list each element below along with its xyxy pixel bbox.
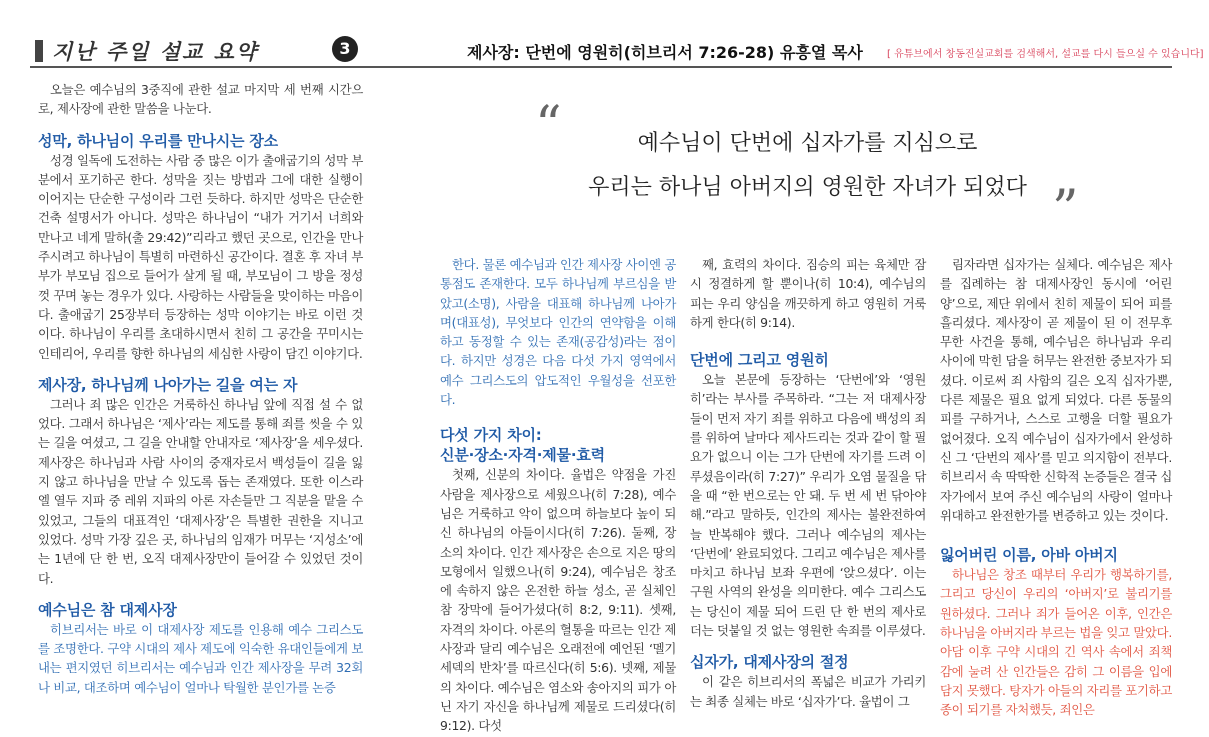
section-marker: [35, 40, 43, 62]
heading-abba-father: 잃어버린 이름, 아바 아버지: [940, 546, 1118, 565]
pull-quote-line-2: 우리는 하나님 아버지의 영원한 자녀가 되었다: [588, 175, 1027, 200]
paragraph-cross-reality: 림자라면 십자가는 실체다. 예수님은 제사를 집례하는 참 대제사장인 동시에 ‘어린양’으로, 제단 위에서 친히 제물이 되어 피를 흘리셨다. 제사장이 곧 제물이 된 이 전무후무한 사건을 통해, 예수님은 하나님과 우리 사이에 막힌 담을 허무는 완전한 중보자가 되셨다. 이로써 죄 사함의 길은 오직 십자가뿐, 다른 제물은 필요 없게 되었다. 다른 동물의 피를 구하거나, 스스로 고행을 더할 필요가 없어졌다. 오직 예수님이 십자가에서 완성하신 그 ‘단번의 제사’를 믿고 의지함이 전부다. 히브리서 속 딱딱한 신학적 논증들은 결국 십자가에서 보여 주신 예수님의 사랑이 얼마나 위대하고 완전한가를 변증하고 있는 것이다.: [940, 257, 1172, 523]
open-quote-mark: “: [535, 96, 562, 156]
pull-quote-line-1: 예수님이 단번에 십자가를 지심으로: [637, 131, 978, 156]
paragraph-common-points: 한다. 물론 예수님과 인간 제사장 사이엔 공통점도 존재한다. 모두 하나님께 부르심을 받았고(소명), 사람을 대표해 하나님께 나아가며(대표성), 무엇보다 인간의 연약함을 이해하고 동정할 수 있는 존재(공감성)라는 점이다. 하지만 성경은 다음 다섯 가지 영역에서 예수 그리스도의 압도적인 우월성을 선포한다.: [440, 257, 676, 408]
page-number-badge: 3: [332, 36, 358, 62]
paragraph-cross: 이 같은 히브리서의 폭넓은 비교가 가리키는 최종 실체는 바로 ‘십자가’다. 율법이 그: [690, 674, 926, 709]
column-1: [38, 80, 363, 697]
youtube-note: [ 유튜브에서 창동진실교회를 검색해서, 설교를 다시 들으실 수 있습니다]: [887, 49, 1204, 60]
paragraph-five-differences: 첫째, 신분의 차이다. 율법은 약점을 가진 사람을 제사장으로 세웠으나(히 7:28), 예수님은 거룩하고 악이 없으며 하늘보다 높이 되신 하나님의 아들이시다(히 7:26). 둘째, 장소의 차이다. 인간 제사장은 손으로 지은 땅의 모형에서 일했으나(히 9:24), 예수님은 창조에 속하지 않은 온전한 하늘 성소, 곧 실체인 참 장막에 들어가셨다(히 8:2, 9:11). 셋째, 자격의 차이다. 아론의 혈통을 따르는 인간 제사장과 달리 예수님은 오래전에 예언된 ‘멜기세덱의 반차’를 따르신다(히 5:6). 넷째, 제물의 차이다. 예수님은 염소와 송아지의 피가 아닌 자기 자신을 하나님께 제물로 드리셨다(히 9:12). 다섯: [440, 467, 676, 734]
close-quote-mark: ”: [1052, 180, 1079, 240]
paragraph-abba-father: 하나님은 창조 때부터 우리가 행복하기를, 그리고 당신이 우리의 ‘아버지’로 불리기를 원하셨다. 그러나 죄가 들어온 이후, 인간은 하나님을 아버지라 부르는 법을 잊고 말았다. 아담 이후 구약 시대의 긴 역사 속에서 죄책감에 눌려 산 인간들은 감히 그 이름을 입에 담지 못했다. 탕자가 아들의 자리를 포기하고 종이 되기를 자처했듯, 죄인은: [940, 567, 1172, 718]
paragraph-once-forever: 오늘 본문에 등장하는 ‘단번에’와 ‘영원히’라는 부사를 주목하라. “그는 저 대제사장들이 먼저 자기 죄를 위하고 다음에 백성의 죄를 위하여 날마다 제사드리는 것과 같이 할 필요가 없으니 이는 그가 단번에 자기를 드려 이루셨음이라(히 7:27)” 우리가 오염 물질을 닦을 때 “한 번으로는 안 돼. 두 번 세 번 닦아야 해.”라고 말하듯, 인간의 제사는 불완전하여 늘 반복해야 했다. 그러나 예수님의 제사는 ‘단번에’ 완료되었다. 그리고 예수님은 제사를 마치고 하나님 보좌 우편에 ‘앉으셨다’. 이는 구원 사역의 완성을 의미한다. 예수 그리스도는 당신이 제물 되어 드린 단 한 번의 제사로 더는 덧붙일 것 없는 영원한 속죄를 이루셨다.: [690, 372, 926, 639]
heading-five-differences: 다섯 가지 차이:: [440, 426, 542, 445]
column-2: [440, 255, 676, 736]
intro-paragraph: 오늘은 예수님의 3중직에 관한 설교 마지막 세 번째 시간으로, 제사장에 관한 말씀을 나눈다.: [38, 82, 363, 117]
heading-true-high-priest: 예수님은 참 대제사장: [38, 600, 177, 619]
section-title: 지난 주일 설교 요약: [52, 39, 259, 64]
page-header: [0, 0, 1209, 70]
column-3: [690, 255, 926, 711]
paragraph-effect: 째, 효력의 차이다. 짐승의 피는 육체만 잠시 정결하게 할 뿐이나(히 10:4), 예수님의 피는 우리 양심을 깨끗하게 하고 영원히 거룩하게 한다(히 9:14).: [690, 257, 926, 330]
heading-once-forever: 단번에 그리고 영원히: [690, 351, 829, 370]
heading-tabernacle: 성막, 하나님이 우리를 만나시는 장소: [38, 131, 278, 150]
sermon-title: 제사장: 단번에 영원히(히브리서 7:26-28) 유흥열 목사: [467, 43, 863, 62]
column-4: [940, 255, 1172, 720]
heading-five-differences-sub: 신분·장소·자격·제물·효력: [440, 446, 605, 465]
paragraph-tabernacle: 성경 일독에 도전하는 사람 중 많은 이가 출애굽기의 성막 부분에서 포기하곤 한다. 성막을 짓는 방법과 그에 대한 실행이 이어지는 단순한 구성이라 그런 듯하다. 하지만 성막은 단순한 건축 설명서가 아니다. 성막은 하나님이 “내가 거기서 너희와 만나고 네게 말하(출 29:42)”리라고 했던 곳으로, 인간을 만나 주시려고 하나님이 특별히 마련하신 공간이다. 결혼 후 자녀 부부가 부모님 집으로 들어가 살게 될 때, 부모님이 그 방을 정성껏 꾸며 놓는 경우가 있다. 사랑하는 사람들을 맞이하는 마음이다. 출애굽기 25장부터 등장하는 성막 이야기는 바로 이런 것이다. 하나님이 우리를 초대하시면서 친히 그 공간을 꾸미시는 인테리어, 우리를 향한 하나님의 세심한 사랑이 담긴 이야기다.: [38, 152, 363, 361]
heading-priest: 제사장, 하나님께 나아가는 길을 여는 자: [38, 375, 298, 394]
paragraph-true-high-priest: 히브리서는 바로 이 대제사장 제도를 인용해 예수 그리스도를 조명한다. 구약 시대의 제사 제도에 익숙한 유대인들에게 보내는 편지였던 히브리서는 예수님과 인간 제사장을 무려 32회나 비교, 대조하며 예수님이 얼마나 탁월한 분인가를 논증: [38, 621, 363, 695]
header-rule: [30, 66, 1172, 68]
heading-cross: 십자가, 대제사장의 절정: [690, 653, 849, 672]
paragraph-priest: 그러나 죄 많은 인간은 거룩하신 하나님 앞에 직접 설 수 없었다. 그래서 하나님은 ‘제사’라는 제도를 통해 죄를 씻을 수 있는 길을 여셨고, 그 길을 안내할 안내자로 ‘제사장’을 세우셨다. 제사장은 하나님과 사람 사이의 중재자로서 백성들이 길을 잃지 않고 하나님을 만날 수 있도록 돕는 존재였다. 또한 이스라엘 열두 지파 중 레위 지파의 아론 자손들만 그 직분을 맡을 수 있었고, 그들의 대표격인 ‘대제사장’은 특별한 권한을 지니고 있었다. 성막 가장 깊은 곳, 하나님의 임재가 머무는 ‘지성소’에는 1년에 단 한 번, 오직 대제사장만이 들어갈 수 있었던 것이다.: [38, 396, 363, 586]
